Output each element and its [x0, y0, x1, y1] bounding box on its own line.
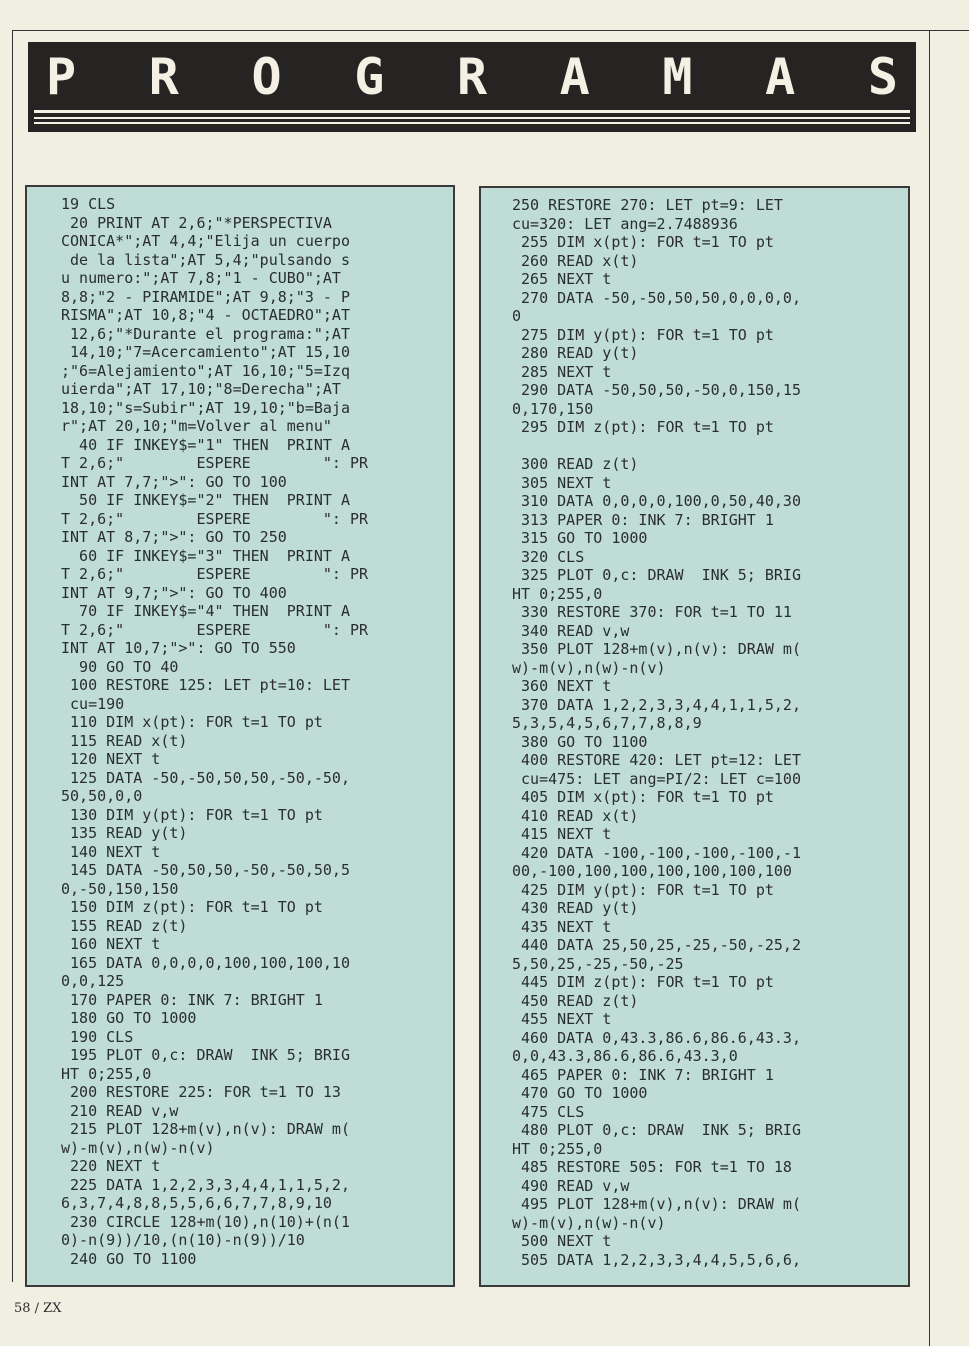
code-line: 325 PLOT 0,c: DRAW INK 5; BRIG: [512, 566, 801, 584]
code-line: 230 CIRCLE 128+m(10),n(10)+(n(1: [61, 1212, 350, 1231]
page-frame-left: [12, 30, 13, 1282]
code-line: 255 DIM x(pt): FOR t=1 TO pt: [512, 233, 774, 251]
code-line: 155 READ z(t): [61, 916, 188, 935]
title-letter: G: [354, 48, 385, 106]
code-line: 470 GO TO 1000: [512, 1084, 648, 1102]
code-line: HT 0;255,0: [61, 1064, 152, 1083]
code-line: 370 DATA 1,2,2,3,3,4,4,1,1,5,2,: [512, 695, 801, 714]
code-line: 380 GO TO 1100: [512, 732, 648, 751]
code-line: 350 PLOT 128+m(v),n(v): DRAW m(: [512, 640, 801, 658]
code-line: 305 NEXT t: [512, 473, 612, 492]
code-line: INT AT 8,7;">": GO TO 250: [61, 528, 287, 546]
title-letter: P: [46, 48, 77, 106]
code-line: uierda";AT 17,10;"8=Derecha";AT: [61, 380, 341, 398]
header-rule: [34, 122, 910, 124]
code-line: 290 DATA -50,50,50,-50,0,150,15: [512, 381, 801, 399]
code-line: T 2,6;" ESPERE ": PR: [61, 565, 369, 583]
code-line: 410 READ x(t): [512, 806, 639, 825]
code-line: 180 GO TO 1000: [61, 1009, 197, 1027]
code-line: 160 NEXT t: [61, 935, 161, 953]
code-line: 50 IF INKEY$="2" THEN PRINT A: [61, 491, 350, 509]
title-letter: R: [456, 48, 488, 106]
code-line: 110 DIM x(pt): FOR t=1 TO pt: [61, 713, 323, 731]
code-line: 340 READ v,w: [512, 621, 630, 640]
code-line: 300 READ z(t): [512, 455, 639, 473]
code-line: 505 DATA 1,2,2,3,3,4,4,5,5,6,6,: [512, 1250, 801, 1269]
code-line: 0,0,125: [61, 972, 125, 990]
code-line: w)-m(v),n(w)-n(v): [61, 1138, 215, 1157]
code-line: 275 DIM y(pt): FOR t=1 TO pt: [512, 325, 774, 344]
code-line: RISMA";AT 10,8;"4 - OCTAEDRO";AT: [61, 306, 350, 324]
code-line: 8,8;"2 - PIRAMIDE";AT 9,8;"3 - P: [61, 287, 350, 306]
code-line: 12,6;"*Durante el programa:";AT: [61, 324, 350, 343]
code-line: 400 RESTORE 420: LET pt=12: LET: [512, 751, 801, 769]
code-line: 140 NEXT t: [61, 842, 161, 861]
code-line: 60 IF INKEY$="3" THEN PRINT A: [61, 546, 350, 565]
code-line: 210 READ v,w: [61, 1101, 179, 1120]
program-listing-left: [25, 185, 455, 1287]
section-title: [28, 50, 916, 104]
program-listing-right: [479, 186, 910, 1287]
code-line: 330 RESTORE 370: FOR t=1 TO 11: [512, 603, 792, 621]
code-line: 313 PAPER 0: INK 7: BRIGHT 1: [512, 510, 774, 529]
title-letter: O: [251, 48, 282, 106]
code-line: 5,3,5,4,5,6,7,7,8,8,9: [512, 714, 702, 732]
code-line: 195 PLOT 0,c: DRAW INK 5; BRIG: [61, 1046, 350, 1064]
code-line: INT AT 10,7;">": GO TO 550: [61, 639, 296, 657]
code-line: 280 READ y(t): [512, 344, 639, 362]
code-line: 150 DIM z(pt): FOR t=1 TO pt: [61, 898, 323, 916]
code-line: 465 PAPER 0: INK 7: BRIGHT 1: [512, 1065, 774, 1084]
code-line: HT 0;255,0: [512, 1139, 603, 1158]
code-line: cu=320: LET ang=2.7488936: [512, 214, 738, 233]
code-line: 415 NEXT t: [512, 825, 612, 843]
code-line: 115 READ x(t): [61, 731, 188, 750]
code-line: 0,0,43.3,86.6,86.6,43.3,0: [512, 1047, 738, 1065]
page-frame-right: [929, 30, 930, 1346]
code-line: 170 PAPER 0: INK 7: BRIGHT 1: [61, 990, 323, 1009]
code-line: 310 DATA 0,0,0,0,100,0,50,40,30: [512, 492, 801, 510]
code-line: 260 READ x(t): [512, 251, 639, 270]
header-rule: [34, 110, 910, 113]
title-letter: S: [867, 48, 898, 106]
code-line: 50,50,0,0: [61, 787, 143, 805]
code-line: w)-m(v),n(w)-n(v): [512, 1213, 666, 1232]
code-line: 90 GO TO 40: [61, 657, 179, 676]
code-line: T 2,6;" ESPERE ": PR: [61, 509, 369, 528]
code-line: 100 RESTORE 125: LET pt=10: LET: [61, 676, 350, 694]
code-line: 285 NEXT t: [512, 362, 612, 381]
code-line: 0)-n(9))/10,(n(10)-n(9))/10: [61, 1231, 305, 1249]
code-line: 490 READ v,w: [512, 1176, 630, 1195]
code-line: ;"6=Alejamiento";AT 16,10;"5=Izq: [61, 361, 350, 380]
code-line: 0: [512, 307, 522, 325]
code-line: 220 NEXT t: [61, 1157, 161, 1175]
code-line: 450 READ z(t): [512, 991, 639, 1010]
title-letter: R: [148, 48, 179, 106]
header-rule: [34, 117, 910, 119]
code-line: 0,170,150: [512, 399, 594, 418]
code-line: 430 READ y(t): [512, 899, 639, 917]
code-line: [481, 437, 908, 456]
code-line: 480 PLOT 0,c: DRAW INK 5; BRIG: [512, 1121, 801, 1139]
title-letter: A: [765, 48, 796, 106]
code-line: 200 RESTORE 225: FOR t=1 TO 13: [61, 1083, 341, 1101]
page-frame-top: [12, 30, 969, 31]
code-line: 6,3,7,4,8,8,5,5,6,6,7,7,8,9,10: [61, 1194, 332, 1212]
code-line: 18,10;"s=Subir";AT 19,10;"b=Baja: [61, 398, 350, 417]
code-line: 435 NEXT t: [512, 917, 612, 936]
code-line: cu=190: [61, 694, 125, 713]
code-line: 440 DATA 25,50,25,-25,-50,-25,2: [512, 936, 801, 954]
code-line: 5,50,25,-25,-50,-25: [512, 954, 684, 973]
code-line: r";AT 20,10;"m=Volver al menu": [61, 417, 332, 435]
code-line: 425 DIM y(pt): FOR t=1 TO pt: [512, 880, 774, 899]
code-line: 145 DATA -50,50,50,-50,-50,50,5: [61, 861, 350, 879]
code-line: 420 DATA -100,-100,-100,-100,-1: [512, 843, 801, 862]
code-line: 240 GO TO 1100: [61, 1249, 197, 1268]
code-line: CONICA*";AT 4,4;"Elija un cuerpo: [61, 232, 350, 250]
code-line: 500 NEXT t: [512, 1232, 612, 1250]
code-line: HT 0;255,0: [512, 584, 603, 603]
code-line: 125 DATA -50,-50,50,50,-50,-50,: [61, 768, 350, 787]
code-line: 70 IF INKEY$="4" THEN PRINT A: [61, 602, 350, 620]
code-line: 40 IF INKEY$="1" THEN PRINT A: [61, 435, 350, 454]
page-folio: 58 / ZX: [14, 1301, 62, 1316]
code-line: 120 NEXT t: [61, 750, 161, 768]
code-line: T 2,6;" ESPERE ": PR: [61, 620, 369, 639]
code-line: 19 CLS: [61, 195, 116, 213]
code-line: 265 NEXT t: [512, 270, 612, 288]
code-line: 270 DATA -50,-50,50,50,0,0,0,0,: [512, 288, 801, 307]
code-line: 475 CLS: [512, 1102, 585, 1121]
code-line: 130 DIM y(pt): FOR t=1 TO pt: [61, 805, 323, 824]
code-line: 295 DIM z(pt): FOR t=1 TO pt: [512, 418, 774, 436]
code-line: w)-m(v),n(w)-n(v): [512, 658, 666, 677]
code-line: INT AT 7,7;">": GO TO 100: [61, 472, 287, 491]
code-line: u numero:";AT 7,8;"1 - CUBO";AT: [61, 269, 341, 287]
code-line: cu=475: LET ang=PI/2: LET c=100: [512, 769, 801, 788]
code-line: 00,-100,100,100,100,100,100,100: [512, 862, 792, 880]
code-line: 20 PRINT AT 2,6;"*PERSPECTIVA: [61, 213, 332, 232]
code-line: 190 CLS: [61, 1027, 134, 1046]
code-line: 14,10;"7=Acercamiento";AT 15,10: [61, 343, 350, 361]
code-line: 0,-50,150,150: [61, 879, 179, 898]
code-line: T 2,6;" ESPERE ": PR: [61, 454, 369, 472]
code-line: 405 DIM x(pt): FOR t=1 TO pt: [512, 788, 774, 806]
code-line: 455 NEXT t: [512, 1010, 612, 1028]
code-line: 315 GO TO 1000: [512, 529, 648, 547]
code-line: INT AT 9,7;">": GO TO 400: [61, 583, 287, 602]
code-line: 495 PLOT 128+m(v),n(v): DRAW m(: [512, 1195, 801, 1213]
title-letter: M: [662, 48, 693, 106]
code-line: 485 RESTORE 505: FOR t=1 TO 18: [512, 1158, 792, 1176]
code-line: 360 NEXT t: [512, 677, 612, 695]
code-line: 135 READ y(t): [61, 824, 188, 842]
code-line: 225 DATA 1,2,2,3,3,4,4,1,1,5,2,: [61, 1175, 350, 1194]
section-header-banner: [28, 42, 916, 132]
code-line: 460 DATA 0,43.3,86.6,86.6,43.3,: [512, 1028, 801, 1047]
code-line: 320 CLS: [512, 547, 585, 566]
code-line: 165 DATA 0,0,0,0,100,100,100,10: [61, 953, 350, 972]
code-line: 250 RESTORE 270: LET pt=9: LET: [512, 196, 783, 214]
title-letter: A: [559, 48, 590, 106]
code-line: de la lista";AT 5,4;"pulsando s: [61, 250, 350, 269]
code-line: 445 DIM z(pt): FOR t=1 TO pt: [512, 973, 774, 991]
code-line: 215 PLOT 128+m(v),n(v): DRAW m(: [61, 1120, 350, 1138]
